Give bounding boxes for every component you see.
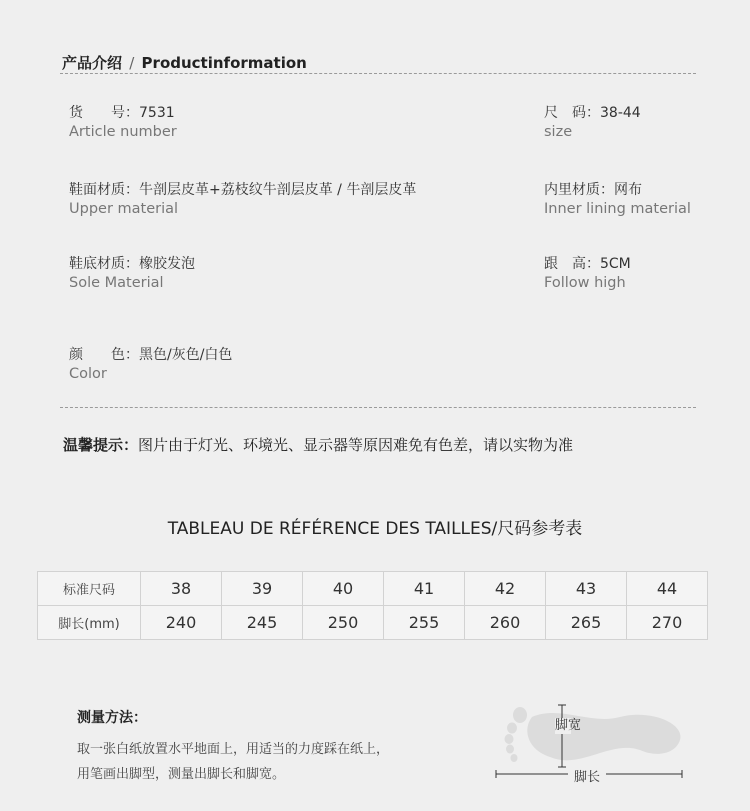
table-cell: 255 (384, 606, 465, 640)
foot-width-label: 脚宽 (555, 718, 582, 733)
field-inner-lining-label: Inner lining material (544, 201, 691, 217)
field-size (544, 102, 641, 140)
heading-en: Productinformation (141, 54, 307, 72)
product-info-heading (62, 52, 307, 73)
row-header: 标准尺码 (38, 572, 141, 606)
field-upper-material-value: 鞋面材质：牛剖层皮革+荔枝纹牛剖层皮革 / 牛剖层皮革 (69, 182, 417, 198)
field-upper-material-label: Upper material (69, 201, 179, 217)
field-inner-lining (544, 179, 691, 217)
field-heel-height-label: Follow high (544, 275, 626, 291)
notice-label: 温馨提示： (63, 436, 139, 454)
field-sole-material (69, 253, 195, 291)
table-cell: 250 (303, 606, 384, 640)
table-cell: 265 (546, 606, 627, 640)
table-cell: 270 (627, 606, 708, 640)
field-sole-material-value: 鞋底材质：橡胶发泡 (69, 256, 195, 272)
table-cell: 42 (465, 572, 546, 606)
field-size-label: size (544, 124, 573, 140)
field-size-value: 尺 码：38-44 (544, 105, 641, 121)
row-header: 脚长(mm) (38, 606, 141, 640)
field-article-number (69, 102, 177, 140)
notice-text: 图片由于灯光、环境光、显示器等原因难免有色差，请以实物为准 (138, 436, 574, 454)
table-cell: 41 (384, 572, 465, 606)
foot-length-label: 脚长 (574, 770, 601, 785)
footprint-icon (505, 707, 681, 762)
table-cell: 43 (546, 572, 627, 606)
table-cell: 245 (222, 606, 303, 640)
table-cell: 38 (141, 572, 222, 606)
field-heel-height (544, 253, 631, 291)
field-color-value: 颜 色：黑色/灰色/白色 (69, 347, 233, 363)
measurement-title: 测量方法： (77, 710, 147, 726)
field-article-number-label: Article number (69, 124, 177, 140)
heading-cn: 产品介绍 (62, 54, 123, 72)
table-cell: 260 (465, 606, 546, 640)
table-row-foot-length (38, 606, 708, 640)
heading-separator: / (129, 54, 135, 72)
field-article-number-value: 货 号：7531 (69, 105, 175, 121)
measurement-line-2: 用笔画出脚型，测量出脚长和脚宽。 (77, 767, 286, 782)
table-cell: 44 (627, 572, 708, 606)
table-row-standard-size (38, 572, 708, 606)
field-color-label: Color (69, 366, 107, 382)
table-cell: 240 (141, 606, 222, 640)
field-upper-material (69, 179, 416, 217)
field-heel-height-value: 跟 高：5CM (544, 256, 631, 272)
size-chart-table (37, 571, 708, 640)
field-color (69, 344, 232, 382)
color-difference-notice (63, 434, 573, 455)
bottom-dashed-divider (60, 407, 696, 408)
table-cell: 40 (303, 572, 384, 606)
field-inner-lining-value: 内里材质：网布 (544, 182, 642, 198)
size-chart-title: TABLEAU DE RÉFÉRENCE DES TAILLES/尺码参考表 (167, 519, 583, 539)
field-sole-material-label: Sole Material (69, 275, 164, 291)
measurement-line-1: 取一张白纸放置水平地面上，用适当的力度踩在纸上， (77, 742, 390, 757)
top-dashed-divider (60, 73, 696, 74)
table-cell: 39 (222, 572, 303, 606)
